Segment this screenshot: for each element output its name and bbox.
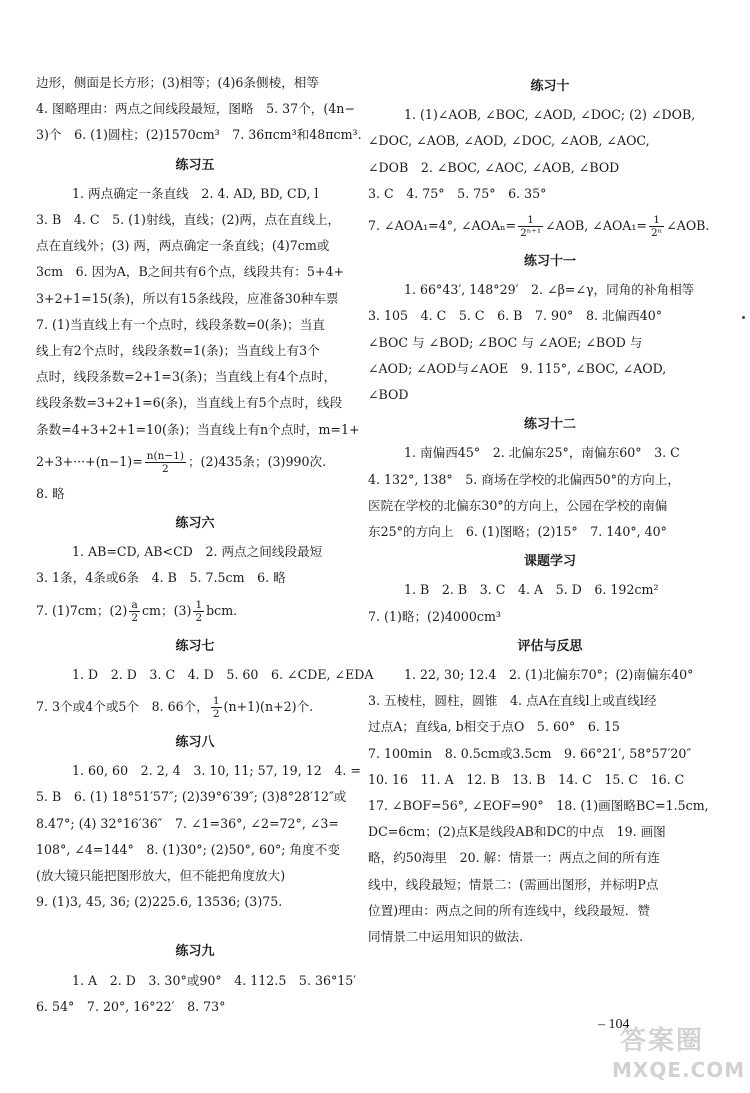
text-line: 东25°的方向上 6. (1)图略；(2)15° 7. 140°, 40° — [368, 524, 667, 540]
text-line: 3. 1条，4条或6条 4. B 5. 7.5cm 6. 略 — [36, 570, 286, 586]
text-line: (放大镜只能把图形放大，但不能把角度放大) — [36, 868, 286, 884]
watermark-text: 答案圈 — [620, 1026, 705, 1056]
text-line: 6. 54° 7. 20°, 16°22′ 8. 73° — [36, 998, 226, 1014]
formula-text: cm；(3) — [142, 602, 192, 618]
text-line: 3. 105 4. C 5. C 6. B 7. 90° 8. 北偏西40° — [368, 308, 663, 324]
spacer — [36, 915, 354, 935]
text-line: 1. 两点确定一条直线 2. 4. AD, BD, CD, l — [72, 185, 319, 201]
scan-dot — [742, 316, 745, 319]
fraction-numerator: 1 — [518, 214, 543, 227]
text-line: ∠BOD — [368, 387, 409, 403]
fraction-denominator: 2 — [195, 611, 203, 624]
formula-line — [36, 592, 354, 630]
fraction — [145, 450, 186, 475]
text-line: 1. (1)∠AOB, ∠BOC, ∠AOD, ∠DOC; (2) ∠DOB, — [404, 107, 696, 123]
text-line: 5. B 6. (1) 18°51′57″; (2)39°6′39″; (3)8°28′12″或 — [36, 789, 347, 805]
text-line: 3. C 4. 75° 5. 75° 6. 35° — [368, 185, 547, 201]
watermark-url: MXQE.COM — [612, 1058, 746, 1082]
text-line: 医院在学校的北偏东30°的方向上，公园在学校的南偏 — [368, 497, 668, 513]
text-line: 点在直线外；(3) 两，两点确定一条直线；(4)7cm或 — [36, 238, 330, 254]
section-title: 练习六 — [175, 516, 215, 532]
text-line: 3. 五棱柱，圆柱，圆锥 4. 点A在直线l上或直线l经 — [368, 693, 657, 709]
section-title: 练习八 — [175, 735, 215, 751]
text-line: 边形，侧面是长方形；(3)相等；(4)6条侧棱，相等 — [36, 75, 319, 90]
right-column — [368, 70, 732, 950]
formula-text: 7. (1)7cm；(2) — [36, 602, 128, 618]
formula-text: ∠AOB. — [666, 218, 710, 234]
text-line: 3. B 4. C 5. (1)射线，直线；(2)两，点在直线上， — [36, 212, 341, 228]
formula-text: (n+1)(n+2)个. — [223, 699, 314, 715]
watermark-logo — [604, 1020, 746, 1086]
text-line: 点时，线段条数=2+1=3(条)；当直线上有4个点时， — [36, 369, 337, 385]
section-title: 练习九 — [175, 944, 215, 960]
fraction — [649, 214, 664, 239]
fraction-numerator: 1 — [195, 598, 203, 611]
text-line: 1. 66°43′, 148°29′ 2. ∠β=∠γ，同角的补角相等 — [404, 282, 695, 298]
text-line: ∠BOC 与 ∠BOD; ∠BOC 与 ∠AOE; ∠BOD 与 — [368, 334, 643, 350]
formula-line — [36, 688, 354, 726]
formula-line — [36, 443, 354, 481]
text-line: 1. 60, 60 2. 2, 4 3. 10, 11; 57, 19, 12 4. = — [72, 763, 361, 779]
fraction-denominator: 2 — [131, 611, 138, 624]
fraction-denominator: 2 — [162, 462, 169, 475]
formula-text: ；(2)435条；(3)990次. — [187, 453, 327, 469]
fraction-numerator: a — [129, 599, 140, 612]
formula-line — [368, 207, 732, 245]
text-line: 位置)理由：两点之间的所有连线中，线段最短．赞 — [368, 902, 650, 918]
fraction — [193, 599, 204, 624]
page-number: – 104 — [598, 1017, 630, 1032]
text-line: 108°, ∠4=144° 8. (1)30°; (2)50°, 60°; 角度不变 — [36, 841, 340, 857]
text-line: 线上有2个点时，线段条数=1(条)；当直线上有3个 — [36, 343, 320, 359]
text-line: DC=6cm；(2)点K是线段AB和DC的中点 19. 画图 — [368, 824, 666, 840]
text-line: 3cm 6. 因为A，B之间共有6个点，线段共有：5+4+ — [36, 264, 345, 280]
fraction-denominator: 2 — [212, 708, 220, 721]
text-line: 1. AB=CD, AB<CD 2. 两点之间线段最短 — [72, 544, 323, 560]
section-title: 练习十二 — [523, 417, 576, 433]
fraction-denominator: 2ⁿ⁺¹ — [520, 227, 542, 240]
text-line: 7. (1)略；(2)4000cm³ — [368, 608, 501, 624]
section-title: 练习五 — [175, 157, 215, 173]
text-line: 1. D 2. D 3. C 4. D 5. 60 6. ∠CDE, ∠EDA — [72, 666, 374, 682]
section-title: 课题学习 — [523, 554, 576, 570]
text-line: ∠DOC, ∠AOB, ∠AOD, ∠DOC, ∠AOB, ∠AOC, — [368, 133, 650, 149]
section-title: 练习七 — [175, 638, 215, 654]
text-line: 17. ∠BOF=56°, ∠EOF=90° 18. (1)画图略BC=1.5cm, — [368, 798, 709, 814]
text-line: ∠DOB 2. ∠BOC, ∠AOC, ∠AOB, ∠BOD — [368, 159, 620, 175]
formula-text: bcm. — [206, 602, 238, 618]
text-line: 7. (1)当直线上有一个点时，线段条数=0(条)；当直 — [36, 316, 325, 332]
text-line: 8.47°; (4) 32°16′36″ 7. ∠1=36°, ∠2=72°, ∠3= — [36, 815, 339, 831]
fraction-numerator: 1 — [649, 214, 664, 227]
text-line: 1. 南偏西45° 2. 北偏东25°，南偏东60° 3. C — [404, 445, 680, 461]
formula-text: 7. ∠AOA₁=4°, ∠AOAₙ= — [368, 218, 517, 234]
text-line: 3+2+1=15(条)，所以有15条线段，应准备30种车票 — [36, 290, 339, 306]
text-line: 同情景二中运用知识的做法. — [368, 929, 524, 945]
text-line: 4. 图略理由：两点之间线段最短，图略 5. 37个，(4n− — [36, 101, 355, 117]
formula-text: 2+3+···+(n−1)= — [36, 453, 143, 469]
text-line: 4. 132°, 138° 5. 商场在学校的北偏西50°的方向上， — [368, 471, 680, 487]
text-line: 9. (1)3, 45, 36; (2)225.6, 13536; (3)75. — [36, 894, 283, 910]
text-line: 1. B 2. B 3. C 4. A 5. D 6. 192cm² — [404, 582, 659, 598]
fraction-numerator: 1 — [212, 695, 220, 708]
fraction-denominator: 2ⁿ — [650, 227, 663, 240]
text-line: 线段条数=3+2+1=6(条)，当直线上有5个点时，线段 — [36, 395, 343, 411]
text-line: 1. 22, 30; 12.4 2. (1)北偏东70°；(2)南偏东40° — [404, 667, 694, 683]
text-line: ∠AOD; ∠AOD与∠AOE 9. 115°, ∠BOC, ∠AOD, — [368, 360, 667, 376]
left-column — [36, 70, 374, 1020]
text-line: 条数=4+3+2+1=10(条)；当直线上有n个点时，m=1+ — [36, 421, 360, 437]
text-line: 1. A 2. D 3. 30°或90° 4. 112.5 5. 36°15′ — [72, 972, 357, 988]
section-title: 评估与反思 — [517, 638, 583, 654]
text-line: 3)个 6. (1)圆柱；(2)1570cm³ 7. 36πcm³和48πcm³. — [36, 127, 362, 143]
text-line: 7. 100min 8. 0.5cm或3.5cm 9. 66°21′, 58°57′20″ — [368, 745, 692, 761]
section-title: 练习十 — [530, 79, 570, 94]
fraction — [211, 695, 222, 720]
fraction — [129, 599, 140, 624]
formula-text: ∠AOB, ∠AOA₁= — [545, 218, 647, 234]
formula-text: 7. 3个或4个或5个 8. 66个， — [36, 699, 209, 715]
text-line: 过点A；直线a, b相交于点O 5. 60° 6. 15 — [368, 719, 620, 735]
fraction — [518, 214, 543, 239]
text-line: 10. 16 11. A 12. B 13. B 14. C 15. C 16. C — [368, 771, 685, 787]
fraction-numerator: n(n−1) — [146, 449, 184, 462]
section-title: 练习十一 — [523, 254, 576, 270]
text-line: 8. 略 — [36, 485, 65, 501]
text-line: 线中，线段最短；情景二：(需画出图形，并标明P点 — [368, 876, 659, 892]
text-line: 略，约50海里 20. 解：情景一：两点之间的所有连 — [368, 850, 660, 866]
